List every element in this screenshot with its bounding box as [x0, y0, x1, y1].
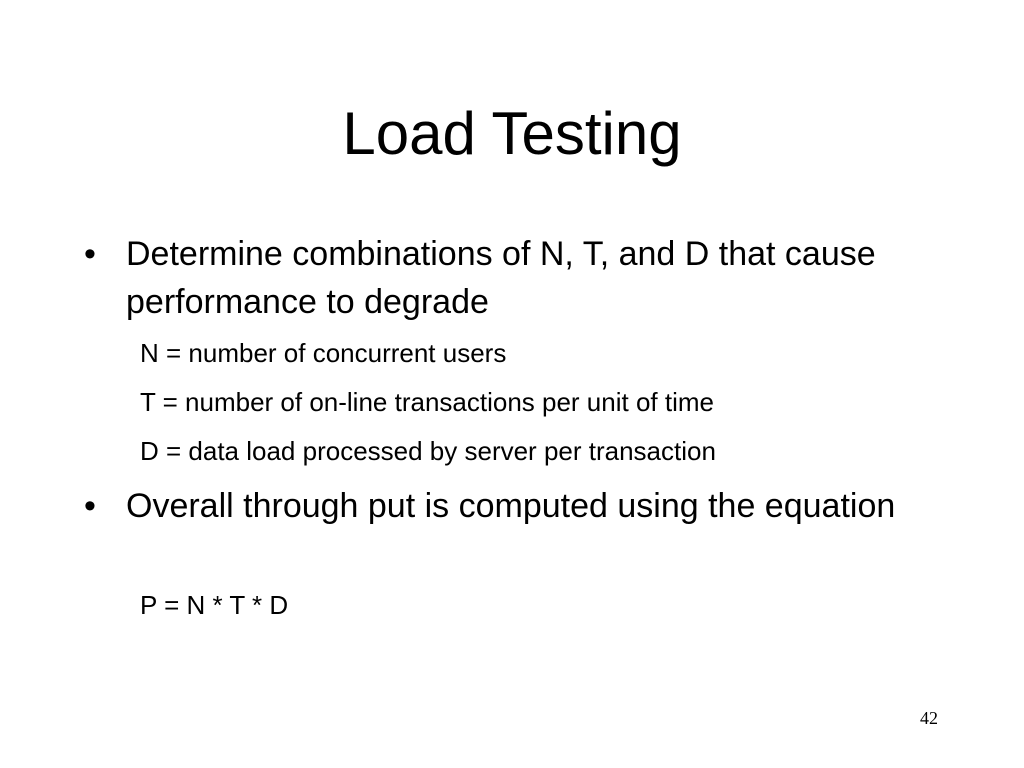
bullet-marker: •: [84, 487, 96, 525]
bullet-marker: •: [84, 235, 96, 273]
sub-item-d-definition: D = data load processed by server per transaction: [140, 436, 716, 466]
page-number: 42: [920, 708, 938, 728]
bullet-text: Overall through put is computed using the equation: [126, 487, 896, 525]
bullet-text: Determine combinations of N, T, and D that cause performance to degrade: [126, 235, 876, 321]
sub-item-t-definition: T = number of on-line transactions per unit of time: [140, 387, 714, 417]
sub-item-n-definition: N = number of concurrent users: [140, 338, 507, 368]
slide-title: Load Testing: [342, 100, 682, 167]
sub-item-equation: P = N * T * D: [140, 590, 289, 620]
bullet-item-combinations: [84, 230, 924, 326]
bullet-item-throughput: [84, 482, 924, 530]
